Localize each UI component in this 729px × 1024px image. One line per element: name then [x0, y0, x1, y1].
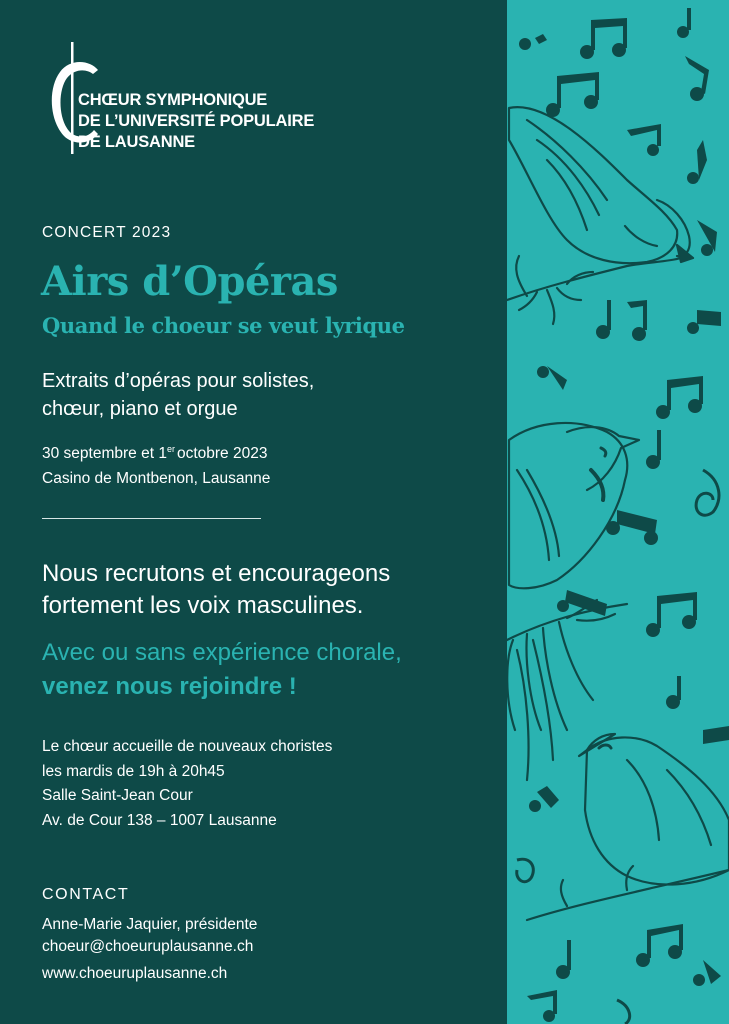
concert-description-line-1: Extraits d’opéras pour solistes, — [42, 370, 315, 392]
rehearsal-line-4: Av. de Cour 138 – 1007 Lausanne — [42, 811, 277, 829]
rehearsal-info — [42, 735, 332, 833]
rehearsal-line-3: Salle Saint-Jean Cour — [42, 787, 193, 804]
bird-illustration — [507, 0, 729, 1024]
date-suffix: octobre 2023 — [176, 445, 268, 462]
contact-person: Anne-Marie Jaquier, présidente — [42, 916, 258, 933]
date-superscript: er — [166, 444, 175, 454]
contact-details — [42, 914, 257, 958]
recruitment-line-1: Nous recrutons et encourageons — [42, 560, 391, 587]
organization-name-line-3: DE LAUSANNE — [78, 133, 195, 151]
concert-description-line-2: chœur, piano et orgue — [42, 398, 238, 420]
concert-date-venue — [42, 437, 270, 491]
recruitment-message — [42, 558, 390, 622]
concert-description — [42, 367, 314, 423]
section-divider — [42, 518, 261, 519]
illustration-panel — [507, 0, 729, 1024]
rehearsal-line-1: Le chœur accueille de nouveaux choristes — [42, 738, 333, 755]
concert-kicker: CONCERT 2023 — [42, 224, 172, 241]
invitation-message — [42, 636, 402, 704]
organization-logo — [40, 42, 340, 157]
treble-clef-icon — [696, 470, 719, 515]
website-link[interactable]: www.choeuruplausanne.ch — [42, 965, 228, 982]
contact-heading: CONTACT — [42, 886, 130, 903]
rehearsal-line-2: les mardis de 19h à 20h45 — [42, 762, 225, 780]
date-prefix: 30 septembre et 1 — [42, 445, 167, 462]
organization-name — [78, 90, 314, 153]
organization-name-line-1: CHŒUR SYMPHONIQUE — [78, 91, 268, 109]
concert-venue: Casino de Montbenon, Lausanne — [42, 470, 271, 487]
invitation-call-to-action: venez nous rejoindre ! — [42, 673, 297, 700]
invitation-line: Avec ou sans expérience chorale, — [42, 639, 402, 666]
recruitment-line-2: fortement les voix masculines. — [42, 592, 364, 619]
concert-dates — [42, 437, 270, 466]
concert-subtitle: Quand le choeur se veut lyrique — [42, 313, 405, 338]
organization-name-line-2: DE L’UNIVERSITÉ POPULAIRE — [78, 112, 315, 130]
concert-title: Airs d’Opéras — [41, 258, 338, 305]
contact-email[interactable]: choeur@choeuruplausanne.ch — [42, 938, 254, 955]
